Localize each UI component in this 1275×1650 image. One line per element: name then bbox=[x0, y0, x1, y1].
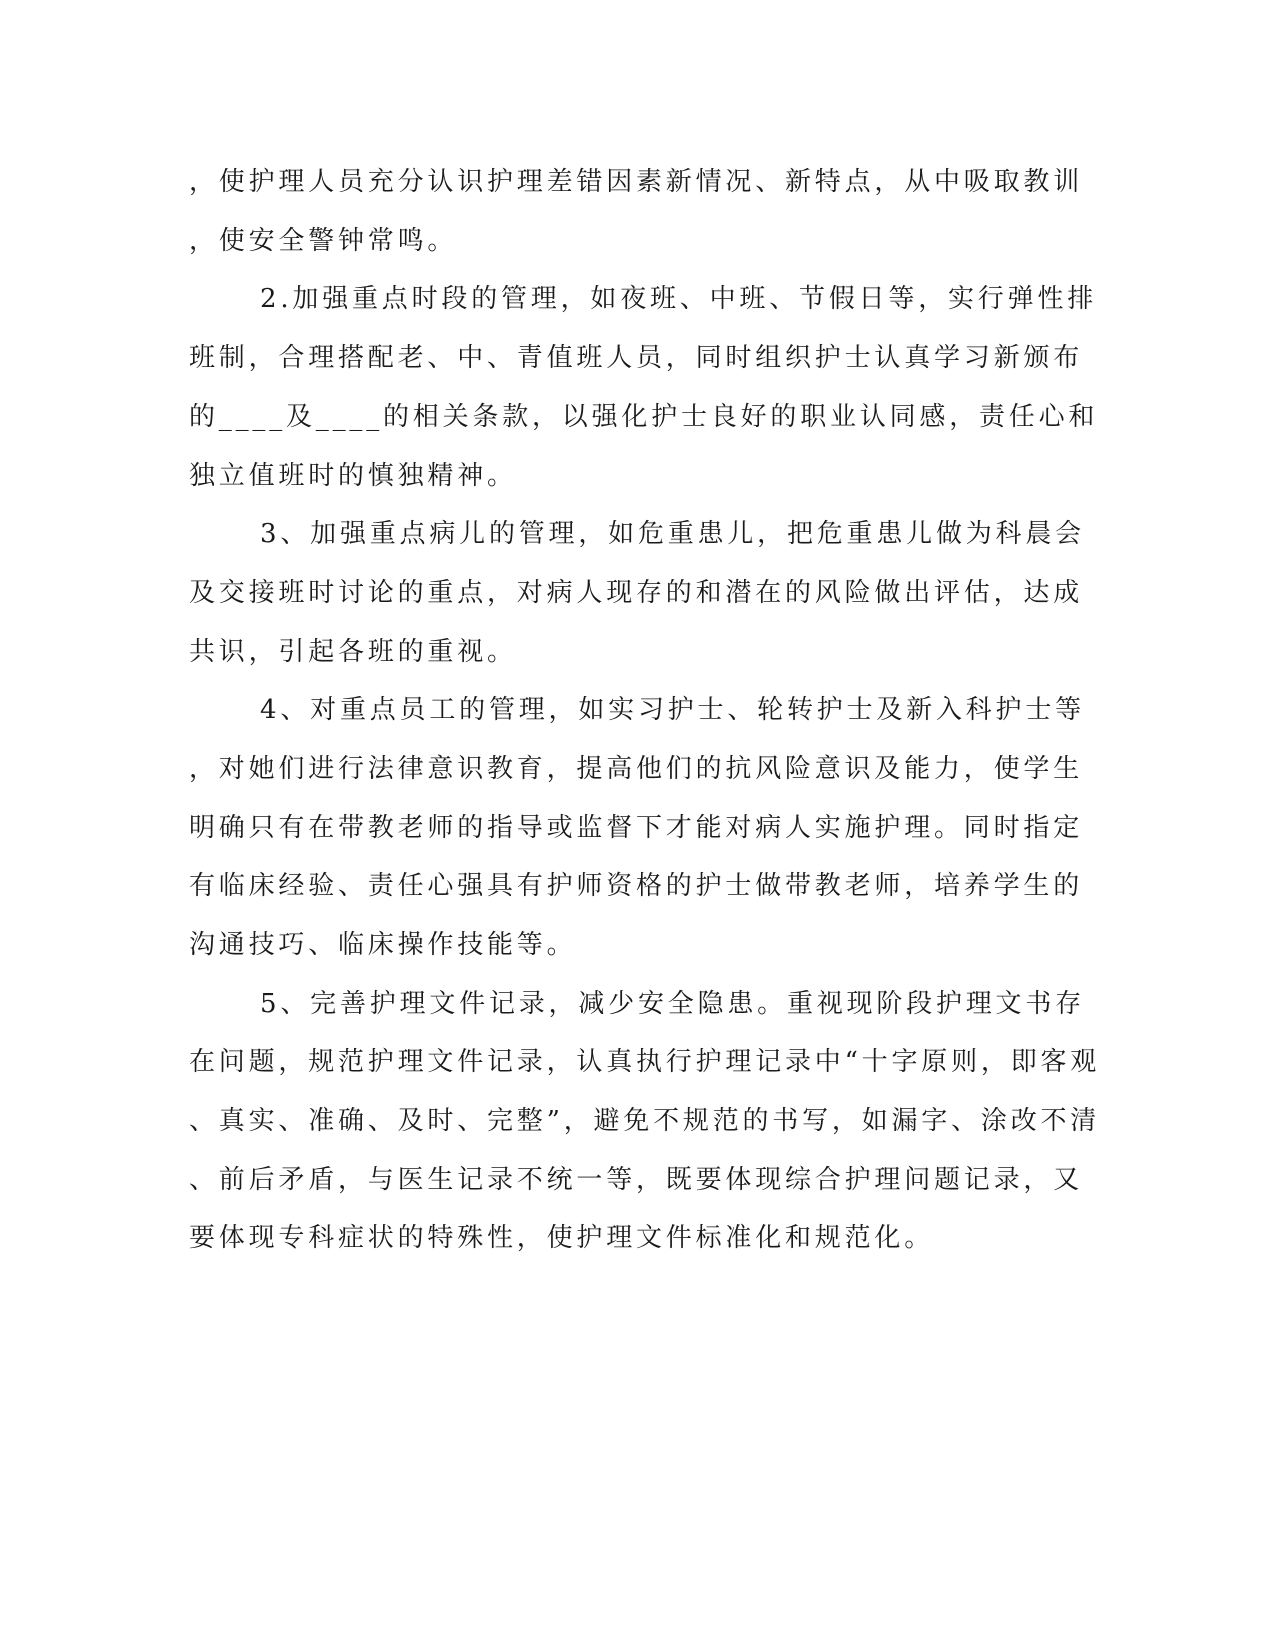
text-line: 、前后矛盾，与医生记录不统一等，既要体现综合护理问题记录，又 bbox=[189, 1165, 1084, 1195]
text-line: 的____及____的相关条款，以强化护士良好的职业认同感，责任心和 bbox=[189, 402, 1099, 432]
text-line: 独立值班时的慎独精神。 bbox=[189, 461, 517, 491]
text-line: 、真实、准确、及时、完整”，避免不规范的书写，如漏字、涂改不清 bbox=[189, 1106, 1101, 1136]
text-line: 及交接班时讨论的重点，对病人现存的和潜在的风险做出评估，达成 bbox=[189, 578, 1084, 608]
text-line: 明确只有在带教老师的指导或监督下才能对病人实施护理。同时指定 bbox=[189, 813, 1084, 843]
text-line: 要体现专科症状的特殊性，使护理文件标准化和规范化。 bbox=[189, 1223, 935, 1253]
text-line: ，对她们进行法律意识教育，提高他们的抗风险意识及能力，使学生 bbox=[189, 754, 1084, 784]
text-line: ，使安全警钟常鸣。 bbox=[189, 226, 458, 256]
text-line: 在问题，规范护理文件记录，认真执行护理记录中“十字原则，即客观 bbox=[189, 1047, 1101, 1077]
paragraph-start-line: 3、加强重点病儿的管理，如危重患儿，把危重患儿做为科晨会 bbox=[260, 519, 1085, 549]
text-line: 班制，合理搭配老、中、青值班人员，同时组织护士认真学习新颁布 bbox=[189, 343, 1084, 373]
paragraph-start-line: 4、对重点员工的管理，如实习护士、轮转护士及新入科护士等 bbox=[260, 695, 1085, 725]
paragraph-start-line: 2.加强重点时段的管理，如夜班、中班、节假日等，实行弹性排 bbox=[260, 284, 1098, 314]
text-line: ，使护理人员充分认识护理差错因素新情况、新特点，从中吸取教训 bbox=[189, 167, 1084, 197]
paragraph-start-line: 5、完善护理文件记录，减少安全隐患。重视现阶段护理文书存 bbox=[260, 989, 1085, 1019]
text-line: 沟通技巧、临床操作技能等。 bbox=[189, 930, 577, 960]
text-line: 有临床经验、责任心强具有护师资格的护士做带教老师，培养学生的 bbox=[189, 871, 1084, 901]
text-line: 共识，引起各班的重视。 bbox=[189, 637, 517, 667]
